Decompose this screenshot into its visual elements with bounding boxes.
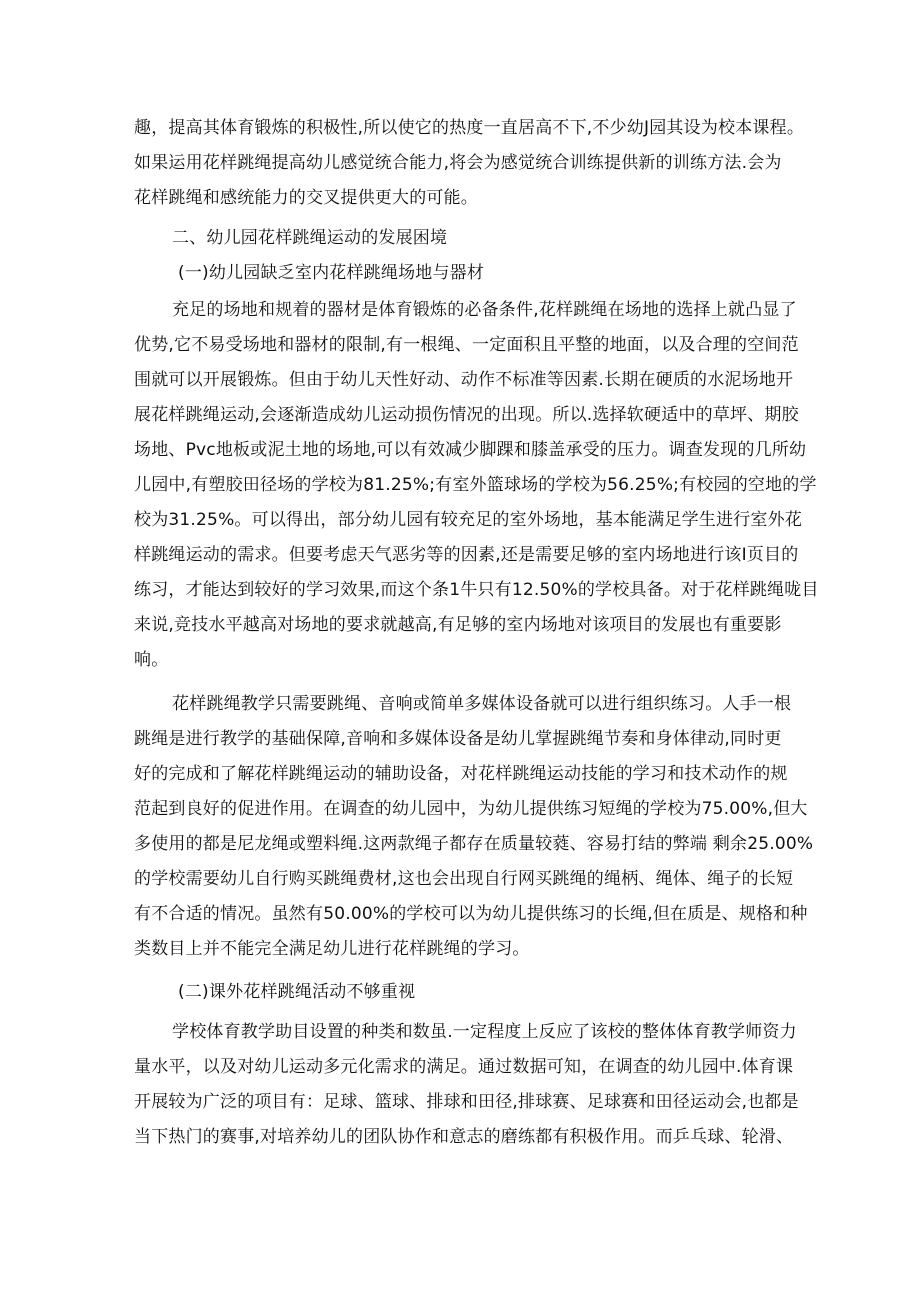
text-line: 量水平，以及对幼儿运动多元化需求的满足。通过数据可知，在调查的幼儿园中.体育课	[134, 1057, 794, 1077]
text-line: 范起到良好的促进作用。在调查的幼儿园中，为幼儿提供练习短绳的学校为75.00%,但大	[134, 799, 808, 819]
text-line: 花样跳绳教学只需要跳绳、音响或简单多媒体设备就可以进行组织练习。人手一根	[172, 694, 792, 714]
text-line: 开展较为广泛的项目有：足球、篮球、排球和田径,排球赛、足球赛和田径运动会,也都是	[134, 1092, 799, 1112]
text-line: 充足的场地和规着的器材是体育锻炼的必备条件,花样跳绳在场地的选择上就凸显了	[172, 300, 797, 320]
text-line: 儿园中,有塑胶田径场的学校为81.25%;有室外篮球场的学校为56.25%;有校园的空地的学	[134, 475, 817, 495]
text-line: 趣，提高其体育锻炼的积极性,所以使它的热度一直居高不下,不少幼J园其设为校本课程。	[134, 118, 805, 138]
text-line: 好的完成和了解花样跳绳运动的辅助设备，对花样跳绳运动技能的学习和技术动作的规	[134, 764, 788, 784]
text-line: 学校体育教学助目设置的种类和数虽.一定程度上反应了该校的整体体育教学师资力	[172, 1022, 797, 1042]
text-line: 有不合适的情况。虽然有50.00%的学校可以为幼儿提供练习的长绳,但在质是、规格和种	[134, 904, 808, 924]
text-line: 响。	[134, 650, 169, 670]
text-line: 场地、Pvc地板或泥土地的场地,可以有效减少脚踝和膝盖承受的压力。调查发现的几所幼	[134, 440, 807, 460]
text-line: 样跳绳运动的需求。但要考虑天气恶劣等的因素,还是需要足够的室内场地进行该I页目的	[134, 545, 799, 565]
text-line: 类数目上并不能完全满足幼儿进行花样跳绳的学习。	[134, 939, 530, 959]
text-line: 当下热门的赛事,对培养幼儿的团队协作和意志的磨练都有积极作用。而乒乓球、轮滑、	[134, 1127, 794, 1147]
text-line: 练习，才能达到较好的学习效果,而这个条1牛只有12.50%的学校具备。对于花样跳绳咙目	[134, 580, 819, 600]
text-line: 围就可以开展锻炼。但由于幼儿天性好动、动作不标准等因素.长期在硬质的水泥场地开	[134, 370, 794, 390]
subsection-heading: (一)幼儿园缺乏室内花样跳绳场地与器材	[178, 263, 485, 283]
text-line: 优势,它不易受场地和器材的限制,有一根绳、一定面积且平整的地面，以及合理的空间范	[134, 335, 799, 355]
text-line: 的学校需要幼儿自行购买跳绳费材,这也会出现自行网买跳绳的绳柄、绳体、绳子的长短	[134, 869, 794, 889]
section-heading: 二、幼儿园花样跳绳运动的发展困境	[172, 228, 448, 248]
text-line: 如果运用花样跳绳提高幼儿感觉统合能力,将会为感觉统合训练提供新的训练方法.会为	[134, 153, 782, 173]
text-line: 展花样跳绳运动,会逐渐造成幼儿运动损伤情况的出现。所以.选择软硬适中的草坪、期胶	[134, 405, 799, 425]
text-line: 跳绳是进行教学的基础保障,音响和多媒体设备是幼儿掌握跳绳节奏和身体律动,同时更	[134, 729, 782, 749]
text-line: 多使用的都是尼龙绳或塑料绳.这两款绳子都存在质量较蕤、容易打结的弊端 剩余25.00%	[134, 834, 814, 854]
subsection-heading: (二)课外花样跳绳活动不够重视	[178, 982, 416, 1002]
text-line: 花样跳绳和感统能力的交叉提供更大的可能。	[134, 188, 478, 208]
text-line: 校为31.25%。可以得出，部分幼儿园有较充足的室外场地，基本能满足学生进行室外花	[134, 510, 803, 530]
text-line: 来说,竞技水平越高对场地的要求就越高,有足够的室内场地对该项目的发展也有重要影	[134, 615, 782, 635]
